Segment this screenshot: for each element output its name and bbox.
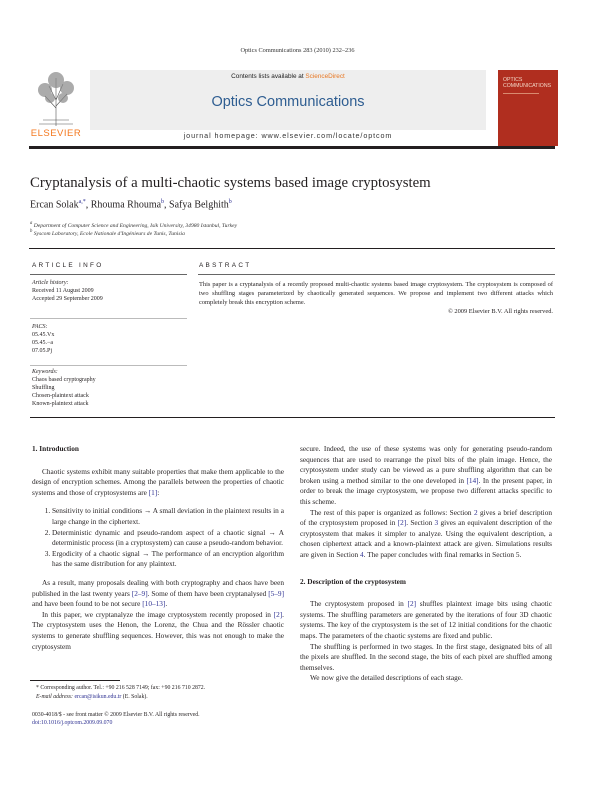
section-heading: 2. Description of the cryptosystem [300,576,406,586]
footnote-rule [30,680,120,681]
homepage-prefix: journal homepage: [183,131,259,140]
abstract-heading: ABSTRACT [199,262,252,269]
affiliation-marker: b [30,229,33,234]
divider [30,318,187,319]
paragraph: In this paper, we cryptanalyze the image cryptosystem recently proposed in [2]. The cryptosystem uses the Henon, the Lorenz, the Chua and the Rössler chaotic systems to generate shuffling sequences. However, this was not enough to make the cryptosystem [32,609,284,651]
author-affiliation-marker[interactable]: b [161,199,165,205]
issn-line: 0030-4018/$ - see front matter © 2009 Elsevier B.V. All rights reserved. [32,712,200,718]
section-link[interactable]: 4 [359,549,364,559]
list-item: 2. Deterministic dynamic and pseudo-random aspect of a chaotic signal → A deterministic process (in a cryptosystem) can cause a pseudo-random behavior. [52,528,284,549]
author-name[interactable]: Rhouma Rhouma [90,199,162,211]
citation-link[interactable]: [14] [466,475,479,485]
citation-link[interactable]: [2] [407,599,417,609]
paragraph: The rest of this paper is organized as follows: Section 2 gives a brief description of the cryptosystem proposed in [2]. Section 3 gives an equivalent description of the cryptosystem that makes it simpler to analyze. Using the equivalent description, a chosen ciphertext attack and a known-plaintext attack are given. Simulations results are given in Section 4. The paper concludes with final remarks in Section 5. [300,507,552,559]
citation-link[interactable]: [2–9] [131,588,148,598]
header-rule [29,146,555,149]
accepted-date: Accepted 29 September 2009 [32,296,103,302]
citation-link[interactable]: [5–9] [268,588,285,598]
footnote-corresponding [36,685,205,691]
article-info-heading: ARTICLE INFO [32,262,104,269]
journal-homepage [90,131,486,140]
pacs-label: PACS: [32,324,48,330]
journal-reference: Optics Communications 283 (2010) 232–236 [240,47,355,54]
article-history [32,279,187,303]
section-link[interactable]: 2 [473,507,478,517]
author-affiliation-marker[interactable]: a,* [78,199,86,205]
section-link[interactable]: 3 [434,518,439,528]
contents-line [90,73,486,80]
author-list: Ercan Solak$^{a,*}$, Rhouma Rhouma$^b$, Safya Belghith$^b$ [30,199,232,211]
abstract-rule [198,274,555,275]
article-info-rule [30,274,187,275]
email-owner: (E. Solak). [122,694,148,700]
right-column [300,444,552,684]
title-rule [29,248,555,249]
elsevier-tree-icon [33,68,79,128]
front-matter-rule [30,417,555,418]
affiliation-text: Syscom Laboratory, Ecole Nationale d'Ingénieurs de Tunis, Tunisia [33,230,185,237]
contents-prefix: Contents lists available at [231,73,304,80]
footnote-text: Corresponding author. Tel.: +90 216 528 7149; fax: +90 216 710 2872. [40,685,206,691]
author-name[interactable]: Ercan Solak [30,199,79,211]
citation-link[interactable]: [2] [397,518,407,528]
citation-link[interactable]: [1] [148,487,158,497]
copyright-line: © 2009 Elsevier B.V. All rights reserved. [447,308,553,316]
elsevier-logo[interactable] [29,68,83,148]
footnote-marker: * [36,685,39,691]
email-label: E-mail address: [36,694,73,700]
citation-link[interactable]: [2] [273,609,283,619]
paragraph: The shuffling is performed in two stages. In the first stage, designated bits of all the pixels are shuffled. In the second stage, the bits of each pixel are shuffled among themselves. [300,641,552,672]
list-item: 3. Ergodicity of a chaotic signal → The performance of an encryption algorithm has the same distribution for any plaintext. [52,549,284,570]
abstract-text [199,280,553,316]
pacs-code: 07.05.Pj [32,348,53,354]
property-list [32,506,284,570]
keyword: Known-plaintext attack [32,401,89,407]
journal-title: Optics Communications [211,94,365,110]
paragraph: Chaotic systems exhibit many suitable properties that make them applicable to the design of encryption schemes. Among the parallels between the properties of chaotic systems and those of cryptosystems are [1]: [32,466,284,497]
affiliation-text: Department of Computer Science and Engineering, Isik University, 34980 Istanbul, Turkey [33,222,238,229]
left-column [32,444,284,652]
doi-link[interactable]: doi:10.1016/j.optcom.2009.09.070 [32,720,113,726]
article-title: Cryptanalysis of a multi-chaotic systems based image cryptosystem [30,175,431,191]
cover-title: OPTICS COMMUNICATIONS [503,77,552,89]
footnote-email [36,694,148,700]
paragraph: As a result, many proposals dealing with both cryptography and chaos have been published in the last twenty years [2–9]. Some of them have been cryptanalysed [5–9] and have been found to be not secure [10–13]. [32,577,285,609]
citation-link[interactable]: [10–13] [142,599,166,609]
keywords-label: Keywords: [32,369,58,375]
abstract-paragraph: This paper is a cryptanalysis of a recently proposed multi-chaotic systems based image cryptosystem. The cryptosystem is composed of two shuffling stages parameterized by chaotically generated sequences. We propose and implement two different attacks which completely break this encryption scheme. [199,281,553,307]
list-item: 1. Sensitivity to initial conditions → A small deviation in the plaintext results in a large change in the ciphertext. [52,506,284,527]
email-link[interactable]: ercan@isikun.edu.tr [74,694,122,700]
author-affiliation-marker[interactable]: b [228,199,232,205]
keyword: Chaos based cryptography [32,377,96,383]
keywords [32,368,187,408]
affiliation-marker: a [30,221,33,226]
homepage-link[interactable]: www.elsevier.com/locate/optcom [261,131,393,140]
history-label: Article history: [32,280,69,286]
affiliation [30,221,560,229]
paragraph: We now give the detailed descriptions of each stage. [310,673,463,683]
cover-divider [503,93,539,94]
keyword: Shuffling [32,385,55,391]
author-name[interactable]: Safya Belghith [169,199,229,211]
affiliation [30,229,560,237]
section-heading: 1. Introduction [32,444,79,453]
publisher-name: ELSEVIER [30,128,82,139]
keyword: Chosen-plaintext attack [32,393,89,399]
pacs-code: 05.45.Vx [32,332,55,338]
pacs-code: 05.45.−a [32,340,54,346]
received-date: Received 11 August 2009 [32,288,94,294]
journal-cover-thumbnail[interactable] [498,70,558,146]
pacs-codes [32,323,187,355]
divider [30,365,187,366]
paragraph: secure. Indeed, the use of these systems was only for generating pseudo-random sequences that are used to rearrange the pixel bits of the plain image. Hence, the cryptosystem under study can be viewed as a pure shuffling algorithm that can be broken using a method similar to the one developed in [14]. In the present paper, in order to break the image cryptosystem, we propose two different attacks specific to this scheme. [300,444,552,506]
paragraph: The cryptosystem proposed in [2] shuffles plaintext image bits using chaotic systems. The shuffling parameters are generated by the iterations of four 3D chaotic systems. The key of the cryptosystem is the set of 12 initial conditions for the chaotic maps. The parameters of the chaotic systems are fixed and public. [300,599,553,640]
sciencedirect-link[interactable]: ScienceDirect [305,73,345,80]
